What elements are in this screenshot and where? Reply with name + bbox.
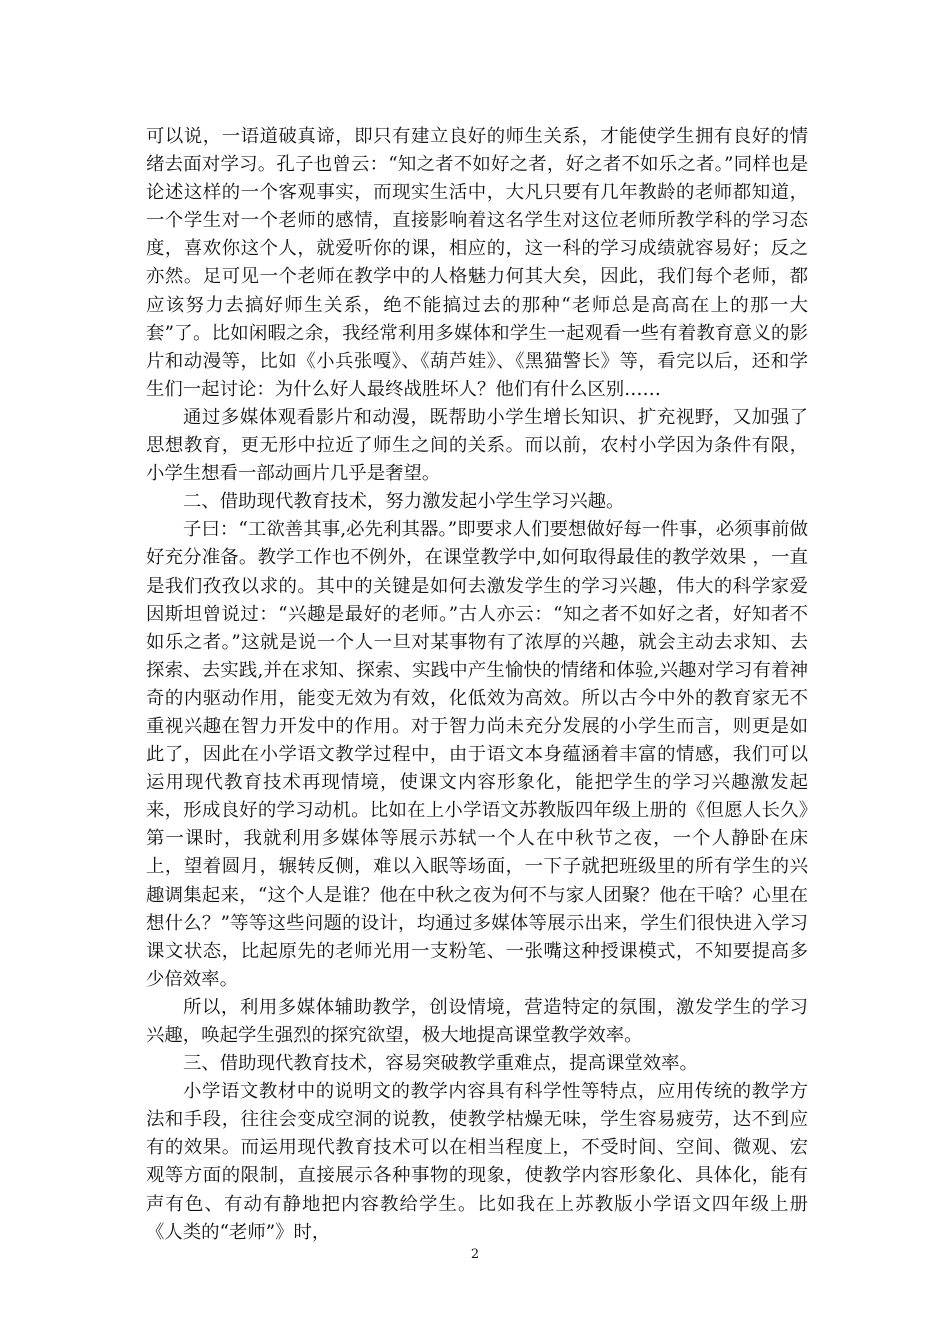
section-heading-2: 二、借助现代教育技术，努力激发起小学生学习兴趣。: [183, 491, 625, 513]
paragraph-4: 子曰：“工欲善其事,必先利其器。”即要求人们要想做好每一件事，必须事前做好充分准备。教学工作也不例外，在课堂教学中,如何取得最佳的教学效果 ，一直是我们孜孜以求的。其中的关键是如何去激发学生的学习兴趣，伟大的科学家爱因斯坦曾说过：“兴趣是最好的老师。”古人亦云：“知之者不如好之者，好知者不如乐之者。”这就是说一个人一旦对某事物有了浓厚的兴趣，就会主动去求知、去探索、去实践,并在求知、探索、实践中产生愉快的情绪和体验,兴趣对学习有着神奇的内驱动作用，能变无效为有效，化低效为高效。所以古今中外的教育家无不重视兴趣在智力开发中的作用。对于智力尚未充分发展的小学生而言，则更是如此了，因此在小学语文教学过程中，由于语文本身蕴涵着丰富的情感，我们可以运用现代教育技术再现情境，使课文内容形象化，能把学生的学习兴趣激发起来，形成良好的学习动机。比如在上小学语文苏教版四年级上册的《但愿人长久》第一课时，我就利用多媒体等展示苏轼一个人在中秋节之夜，一个人静卧在床上，望着圆月，辗转反侧，难以入眠等场面，一下子就把班级里的所有学生的兴趣调集起来，“这个人是谁？他在中秋之夜为何不与家人团聚？他在干啥？心里在想什么？”等等这些问题的设计，均通过多媒体等展示出来，学生们很快进入学习课文状态，比起原先的老师光用一支粉笔、一张嘴这种授课模式，不知要提高多少倍效率。: [146, 519, 808, 990]
body-text: [146, 123, 808, 1247]
paragraph-1: 可以说，一语道破真谛，即只有建立良好的师生关系，才能使学生拥有良好的情绪去面对学习。孔子也曾云：“知之者不如好之者，好之者不如乐之者。”同样也是论述这样的一个客观事实，而现实生活中，大凡只要有几年教龄的老师都知道，一个学生对一个老师的感情，直接影响着这名学生对这位老师所教学科的学习态度，喜欢你这个人，就爱听你的课，相应的，这一科的学习成绩就容易好；反之亦然。足可见一个老师在教学中的人格魅力何其大矣，因此，我们每个老师，都应该努力去搞好师生关系，绝不能搞过去的那种“老师总是高高在上的那一大套”了。比如闲暇之余，我经常利用多媒体和学生一起观看一些有着教育意义的影片和动漫等，比如《小兵张嘎》、《葫芦娃》、《黑猫警长》等，看完以后，还和学生们一起讨论：为什么好人最终战胜坏人？他们有什么区别……: [146, 126, 808, 400]
paragraph-5: 所以，利用多媒体辅助教学，创设情境，营造特定的氛围，激发学生的学习兴趣，唤起学生强烈的探究欲望，极大地提高课堂教学效率。: [146, 996, 808, 1046]
paragraph-7: 小学语文教材中的说明文的教学内容具有科学性等特点，应用传统的教学方法和手段，往往会变成空洞的说教，使教学枯燥无味，学生容易疲劳，达不到应有的效果。而运用现代教育技术可以在相当程度上，不受时间、空间、微观、宏观等方面的限制，直接展示各种事物的现象，使教学内容形象化、具体化，能有声有色、有动有静地把内容教给学生。比如我在上苏教版小学语文四年级上册《人类的“老师”》时，: [146, 1081, 808, 1243]
paragraph-2: 通过多媒体观看影片和动漫，既帮助小学生增长知识、扩充视野，又加强了思想教育，更无形中拉近了师生之间的关系。而以前，农村小学因为条件有限，小学生想看一部动画片几乎是奢望。: [146, 406, 808, 485]
section-heading-3: 三、借助现代教育技术，容易突破教学重难点，提高课堂效率。: [183, 1053, 698, 1075]
page-number: 2: [470, 1247, 480, 1262]
